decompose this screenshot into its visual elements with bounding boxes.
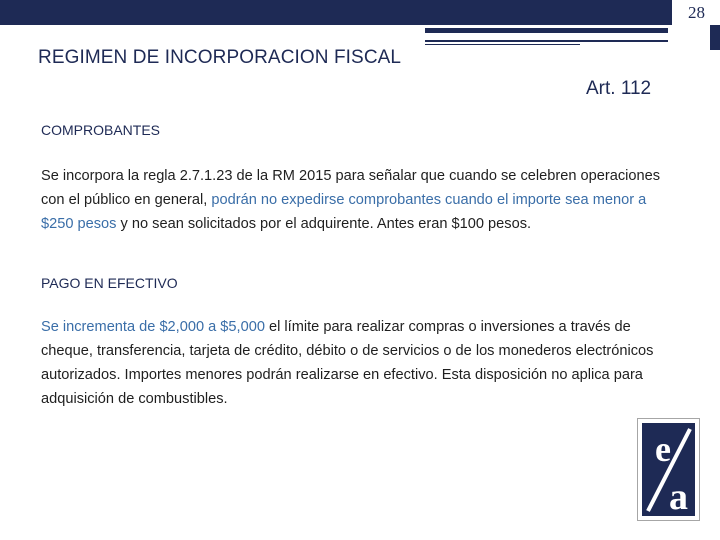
header-rule	[425, 40, 668, 42]
article-reference: Art. 112	[586, 78, 652, 99]
header-side-bar	[710, 25, 720, 50]
body-text: Se incorpora la regla 2.7.1.23 de la RM 2015 para señalar que cuando se celebren operaciones con el público en general,	[41, 168, 661, 208]
section-body-pago-en-efectivo	[41, 315, 681, 411]
slide-number: 28	[688, 2, 705, 22]
page-title: REGIMEN DE INCORPORACION FISCAL	[38, 47, 402, 68]
highlighted-text: podrán no expedirse comprobantes cuando el importe sea menor a $250 pesos	[41, 192, 647, 232]
svg-text:e: e	[655, 429, 671, 469]
header-rule	[425, 28, 668, 33]
body-text: y no sean solicitados por el adquirente. Antes eran $100 pesos.	[116, 216, 532, 232]
svg-text:a: a	[669, 476, 688, 518]
section-body-comprobantes	[41, 164, 681, 236]
body-text: el límite para realizar compras o inversiones a través de cheque, transferencia, tarjeta de crédito, débito o de servicios o de los monederos electrónicos autorizados. Importes menores podrán realizarse en efectivo. Esta disposición no aplica para adquisición de combustibles.	[41, 319, 654, 407]
highlighted-text: Se incrementa de $2,000 a $5,000	[41, 319, 265, 335]
header-rule	[425, 44, 580, 45]
section-heading-comprobantes: COMPROBANTES	[41, 122, 161, 138]
ea-logo	[637, 418, 700, 521]
header-bar	[0, 0, 720, 25]
slide-number-box	[671, 0, 720, 25]
section-heading-pago-en-efectivo: PAGO EN EFECTIVO	[41, 275, 178, 291]
